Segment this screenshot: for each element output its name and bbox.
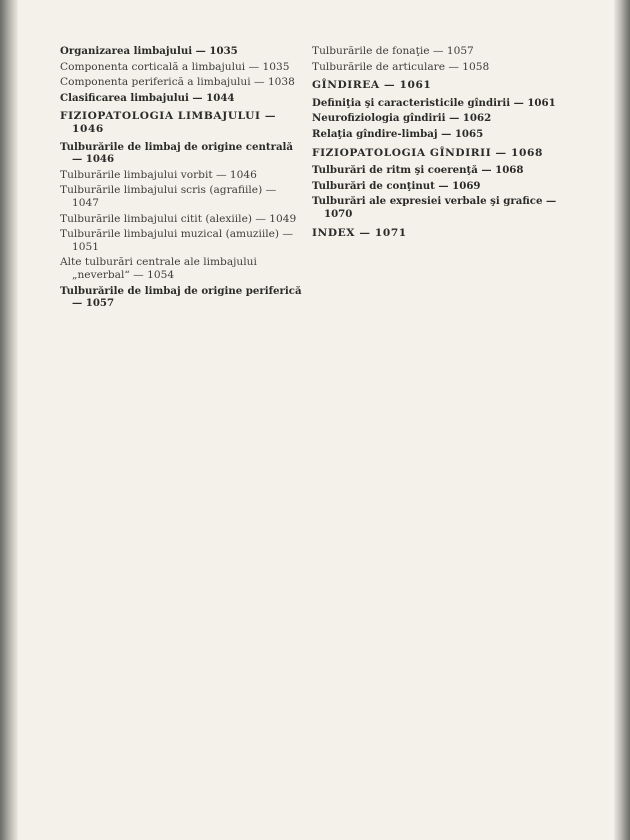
toc-entry: Relaţia gîndire-limbaj — 1065 xyxy=(312,127,484,140)
toc-entry: Componenta corticală a limbajului — 1035 xyxy=(60,60,290,73)
toc-entry: Tulburările de limbaj de origine periferică — 1057 xyxy=(60,284,302,310)
toc-entry: Tulburările limbajului citit (alexiile) — 1049 xyxy=(60,212,297,225)
toc-entry: Definiţia şi caracteristicile gîndirii — 1061 xyxy=(312,96,556,109)
toc-entry: Alte tulburări centrale ale limbajului „neverbal“ — 1054 xyxy=(60,256,257,281)
toc-section-heading: INDEX — 1071 xyxy=(312,226,407,239)
toc-left-column xyxy=(60,45,306,313)
scan-edge-left xyxy=(0,0,18,840)
toc-section-heading: FIZIOPATOLOGIA GÎNDIRII — 1068 xyxy=(312,146,543,159)
toc-entry: Tulburările de limbaj de origine centrală — 1046 xyxy=(60,140,294,166)
toc-entry: Neurofiziologia gîndirii — 1062 xyxy=(312,112,492,125)
toc-entry: Tulburări de ritm şi coerenţă — 1068 xyxy=(312,164,524,177)
toc-entry: Tulburările limbajului muzical (amuziile) — 1051 xyxy=(60,228,294,253)
toc-entry: Tulburările de fonaţie — 1057 xyxy=(312,45,474,57)
toc-section-heading: FIZIOPATOLOGIA LIMBAJULUI — 1046 xyxy=(60,110,277,135)
toc-entry: Tulburările limbajului scris (agrafiile) — 1047 xyxy=(60,184,277,209)
toc-entry: Componenta periferică a limbajului — 1038 xyxy=(60,76,295,89)
toc-entry: Clasificarea limbajului — 1044 xyxy=(60,91,235,104)
book-page xyxy=(18,0,614,840)
toc-entry: Tulburările de articulare — 1058 xyxy=(312,60,490,73)
scan-edge-right xyxy=(614,0,630,840)
toc-entry: Organizarea limbajului — 1035 xyxy=(60,45,238,57)
toc-entry: Tulburările limbajului vorbit — 1046 xyxy=(60,168,257,181)
toc-section-heading: GÎNDIREA — 1061 xyxy=(312,79,432,92)
toc-right-column xyxy=(312,45,562,244)
toc-entry: Tulburări de conţinut — 1069 xyxy=(312,179,481,192)
toc-entry: Tulburări ale expresiei verbale şi grafice — 1070 xyxy=(312,195,557,220)
